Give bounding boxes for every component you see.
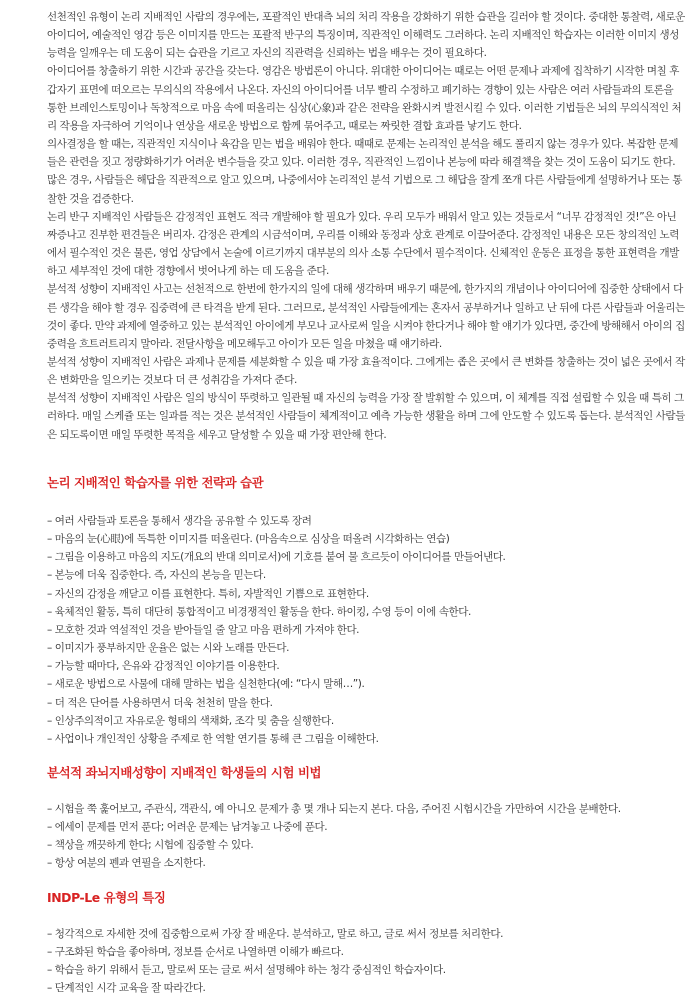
list-item: – 학습을 하기 위해서 듣고, 말로써 또는 글로 써서 설명해야 하는 청각 중심적인 학습자이다. [47, 964, 446, 977]
list-item: – 자신의 감정을 깨닫고 이를 표현한다. 특히, 자발적인 기쁨으로 표현한다. [47, 587, 369, 600]
list-item: – 더 적은 단어를 사용하면서 더욱 천천히 말을 한다. [47, 696, 273, 709]
list-item: – 청각적으로 자세한 것에 집중함으로써 가장 잘 배운다. 분석하고, 말로 하고, 글로 써서 정보를 처리한다. [47, 928, 503, 940]
list-item: – 가능할 때마다, 은유와 감정적인 이야기를 이용한다. [47, 660, 280, 673]
section-heading-test-tips: 분석적 좌뇌지배성향이 지배적인 학생들의 시험 비법 [47, 765, 322, 780]
strategy-list [47, 512, 690, 748]
list-item: – 구조화된 학습을 좋아하며, 정보를 순서로 나열하면 이해가 빠르다. [47, 946, 344, 959]
section-heading-logic-strategies: 논리 지배적인 학습자를 위한 전략과 습관 [47, 475, 264, 490]
list-item: – 인상주의적이고 자유로운 형태의 색채화, 조각 및 춤을 실행한다. [47, 714, 334, 727]
intro-paragraph: 선천적인 유형이 논리 지배적인 사람의 경우에는, 포괄적인 반대측 뇌의 처리 작용을 강화하기 위한 습관을 길러야 할 것이다. 중대한 통찰력, 새로운 아이디어, 예술적인 영감 등은 이미지를 만드는 포괄적 반구의 특징이며, 직관적인 이해력도 그러하다. 논리 지배적인 학습자는 이러한 이미지 생성 능력을 일깨우는 데 도움이 되는 습관을 기르고 자신의 직관력을 신뢰하는 법을 배우는 것이 필요하다. [47, 11, 685, 60]
list-item: – 단계적인 시각 교육을 잘 따라간다. [47, 982, 206, 995]
intro-paragraph: 분석적 성향이 지배적인 사고는 선천적으로 한번에 한가지의 일에 대해 생각하며 배우기 때문에, 한가지의 개념이나 아이디어에 집중한 상태에서 다른 생각을 해야 할 경우 집중력에 큰 타격을 받게 된다. 그러므로, 분석적인 사람들에게는 혼자서 공부하거나 일하고 난 뒤에 다른 사람들과 어울리는 것이 좋다. 만약 과제에 열중하고 있는 분석적인 아이에게 부모나 교사로써 일을 시켜야 한다거나 해야 할 얘기가 있다면, 중간에 방해해서 아이의 집중력을 흐트러트리지 말아라. 전달사항을 메모해두고 아이가 모든 일을 마쳤을 때 얘기하라. [47, 283, 685, 350]
list-item: – 책상을 깨끗하게 한다; 시험에 집중할 수 있다. [47, 839, 254, 852]
list-item: – 새로운 방법으로 사물에 대해 말하는 법을 실천한다(예: “다시 말해…”). [47, 678, 365, 691]
list-item: – 여러 사람들과 토론을 통해서 생각을 공유할 수 있도록 장려 [47, 515, 312, 527]
list-item: – 사업이나 개인적인 상황을 주제로 한 역할 연기를 통해 큰 그림을 이해한다. [47, 732, 379, 745]
section-heading-indp-le: INDP-Le 유형의 특징 [47, 890, 166, 905]
list-item: – 마음의 눈(心眼)에 독특한 이미지를 떠올린다. (마음속으로 심상을 떠올려 시각화하는 연습) [47, 533, 450, 546]
list-item: – 본능에 더욱 집중한다. 즉, 자신의 본능을 믿는다. [47, 569, 266, 582]
intro-paragraph: 분석적 성향이 지배적인 사람은 과제나 문제를 세분화할 수 있을 때 가장 효율적이다. 그에게는 좁은 곳에서 큰 변화를 창출하는 것이 넓은 곳에서 작은 변화만을 일으키는 것보다 더 큰 성취감을 가져다 준다. [47, 355, 685, 387]
list-item: – 에세이 문제를 먼저 푼다; 어려운 문제는 남겨놓고 나중에 푼다. [47, 821, 328, 834]
list-item: – 모호한 것과 역설적인 것을 받아들일 줄 알고 마음 편하게 가져야 한다. [47, 623, 360, 636]
intro-paragraph: 논리 반구 지배적인 사람들은 감정적인 표현도 적극 개발해야 할 필요가 있다. 우리 모두가 배워서 알고 있는 것들로서 “너무 감정적인 것!”은 아닌 짜증나고 진부한 편견들은 버리자. 감정은 관계의 시금석이며, 우리를 이해와 동정과 상호 관계로 이끌어준다. 감정적인 내용은 모든 창의적인 노력에서 필수적인 것은 물론, 영업 상담에서 논술에 이르기까지 대부분의 의사 소통 수단에서 필수적이다. 신체적인 운동은 표정을 통한 표현력을 개발하고 세부적인 것에 대한 경향에서 벗어나게 하는 데 도움을 준다. [47, 210, 680, 278]
list-item: – 항상 여분의 펜과 연필을 소지한다. [47, 857, 206, 870]
intro-paragraph: 아이디어를 창출하기 위한 시간과 공간을 갖는다. 영감은 방법론이 아니다. 위대한 아이디어는 때로는 어떤 문제나 과제에 집착하기 시작한 며칠 후 갑자기 표면에 떠오르는 무의식의 작용에서 나온다. 자신의 아이디어를 너무 빨리 수정하고 폐기하는 경향이 있는 사람은 여러 사람들과의 토론을 통한 브레인스토밍이나 독창적으로 마음 속에 떠올리는 심상(心象)과 같은 전략을 완화시켜 발전시킬 수 있다. 이러한 기법들은 뇌의 무의식적인 처리 작용을 자극하여 기억이나 연상을 새로운 방법으로 함께 묶어주고, 때로는 짜릿한 결합 효과를 낳기도 한다. [47, 65, 682, 132]
list-item: – 그림을 이용하고 마음의 지도(개요의 반대 의미로서)에 기호를 붙여 물 흐르듯이 아이디어를 만들어낸다. [47, 551, 506, 564]
indp-le-traits-list [47, 925, 690, 998]
intro-paragraph: 의사결정을 할 때는, 직관적인 지식이나 육감을 믿는 법을 배워야 한다. 때때로 문제는 논리적인 분석을 해도 풀리지 않는 경우가 있다. 복잡한 문제들은 관련을 짓고 정량화하기가 어려운 변수들을 갖고 있다. 이러한 경우, 직관적인 느낌이나 본능에 따라 해결책을 찾는 것이 도움이 되기도 한다. 많은 경우, 사람들은 해답을 직관적으로 알고 있으며, 나중에서야 논리적인 분석 기법으로 그 해답을 잘게 쪼개 다른 사람들에게 설명하거나 또는 통찰한 것을 검증한다. [47, 138, 682, 205]
article-intro [47, 8, 685, 444]
list-item: – 이미지가 풍부하지만 운율은 없는 시와 노래를 만든다. [47, 642, 290, 655]
test-tips-list [47, 800, 690, 873]
list-item: – 시험을 쭉 훑어보고, 주관식, 객관식, 예 아니오 문제가 총 몇 개나 되는지 본다. 다음, 주어진 시험시간을 가만하여 시간을 분배한다. [47, 803, 621, 815]
list-item: – 육체적인 활동, 특히 대단히 통합적이고 비경쟁적인 활동을 한다. 하이킹, 수영 등이 이에 속한다. [47, 605, 471, 618]
intro-paragraph: 분석적 성향이 지배적인 사람은 일의 방식이 뚜렷하고 일관될 때 자신의 능력을 가장 잘 발휘할 수 있으며, 이 체계를 직접 설립할 수 있을 때 특히 그러하다. 매일 스케쥴 또는 일과를 적는 것은 분석적인 사람들이 체계적이고 예측 가능한 생활을 하며 그에 안도할 수 있도록 돕는다. 분석적인 사람들은 되도록이면 매일 뚜렷한 목적을 세우고 달성할 수 있을 때 가장 편안해 한다. [47, 392, 685, 441]
